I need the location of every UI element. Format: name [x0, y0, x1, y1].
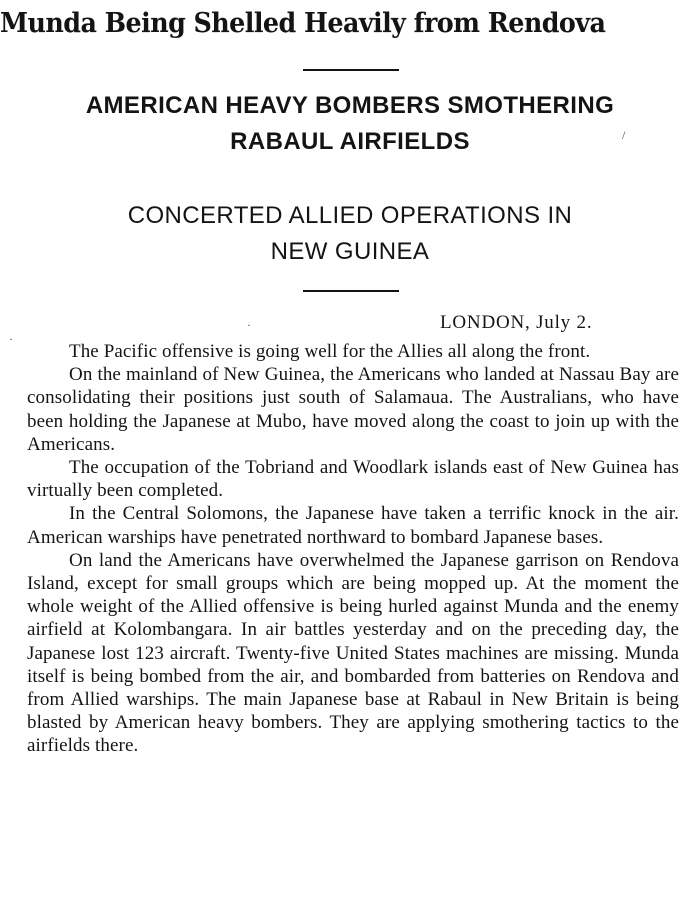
second-deck-line-1: CONCERTED ALLIED OPERATIONS IN [127, 202, 573, 229]
first-deck-line-1: AMERICAN HEAVY BOMBERS SMOTHERING [85, 92, 615, 119]
article-body [27, 340, 679, 758]
article-paragraph: The occupation of the Tobriand and Woodlark islands east of New Guinea has virtually been completed. [27, 457, 679, 502]
print-speck: · [9, 332, 13, 346]
first-deck-line-2: RABAUL AIRFIELDS [230, 128, 470, 155]
article-paragraph: In the Central Solomons, the Japanese have taken a terrific knock in the air. American warships have penetrated northward to bombard Japanese bases. [27, 503, 679, 548]
dateline: LONDON, July 2. [440, 312, 593, 333]
deck-divider [303, 290, 399, 292]
article-paragraph: The Pacific offensive is going well for the Allies all along the front. [69, 341, 591, 362]
headline-divider [303, 69, 399, 71]
print-speck: · [247, 318, 251, 332]
first-deck-heading [0, 88, 700, 160]
headline: Munda Being Shelled Heavily from Rendova [0, 8, 606, 39]
article-paragraph: On the mainland of New Guinea, the Americans who landed at Nassau Bay are consolidating their positions just south of Salamaua. The Australians, who have been holding the Japanese at Mubo, have moved along the coast to join up with the Americans. [27, 364, 679, 455]
article-paragraph: On land the Americans have overwhelmed the Japanese garrison on Rendova Island, except for small groups which are being mopped up. At the moment the whole weight of the Allied offensive is being hurled against Munda and the enemy airfield at Kolombangara. In air battles yesterday and on the preceding day, the Japanese lost 123 aircraft. Twenty-five United States machines are missing. Munda itself is being bombed from the air, and bombarded from batteries on Rendova and from Allied warships. The main Japanese base at Rabaul in New Britain is being blasted by American heavy bombers. They are applying smothering tactics to the airfields there. [27, 549, 679, 757]
second-deck-line-2: NEW GUINEA [270, 238, 430, 265]
second-deck-heading [0, 198, 700, 270]
print-speck: / [622, 128, 626, 142]
